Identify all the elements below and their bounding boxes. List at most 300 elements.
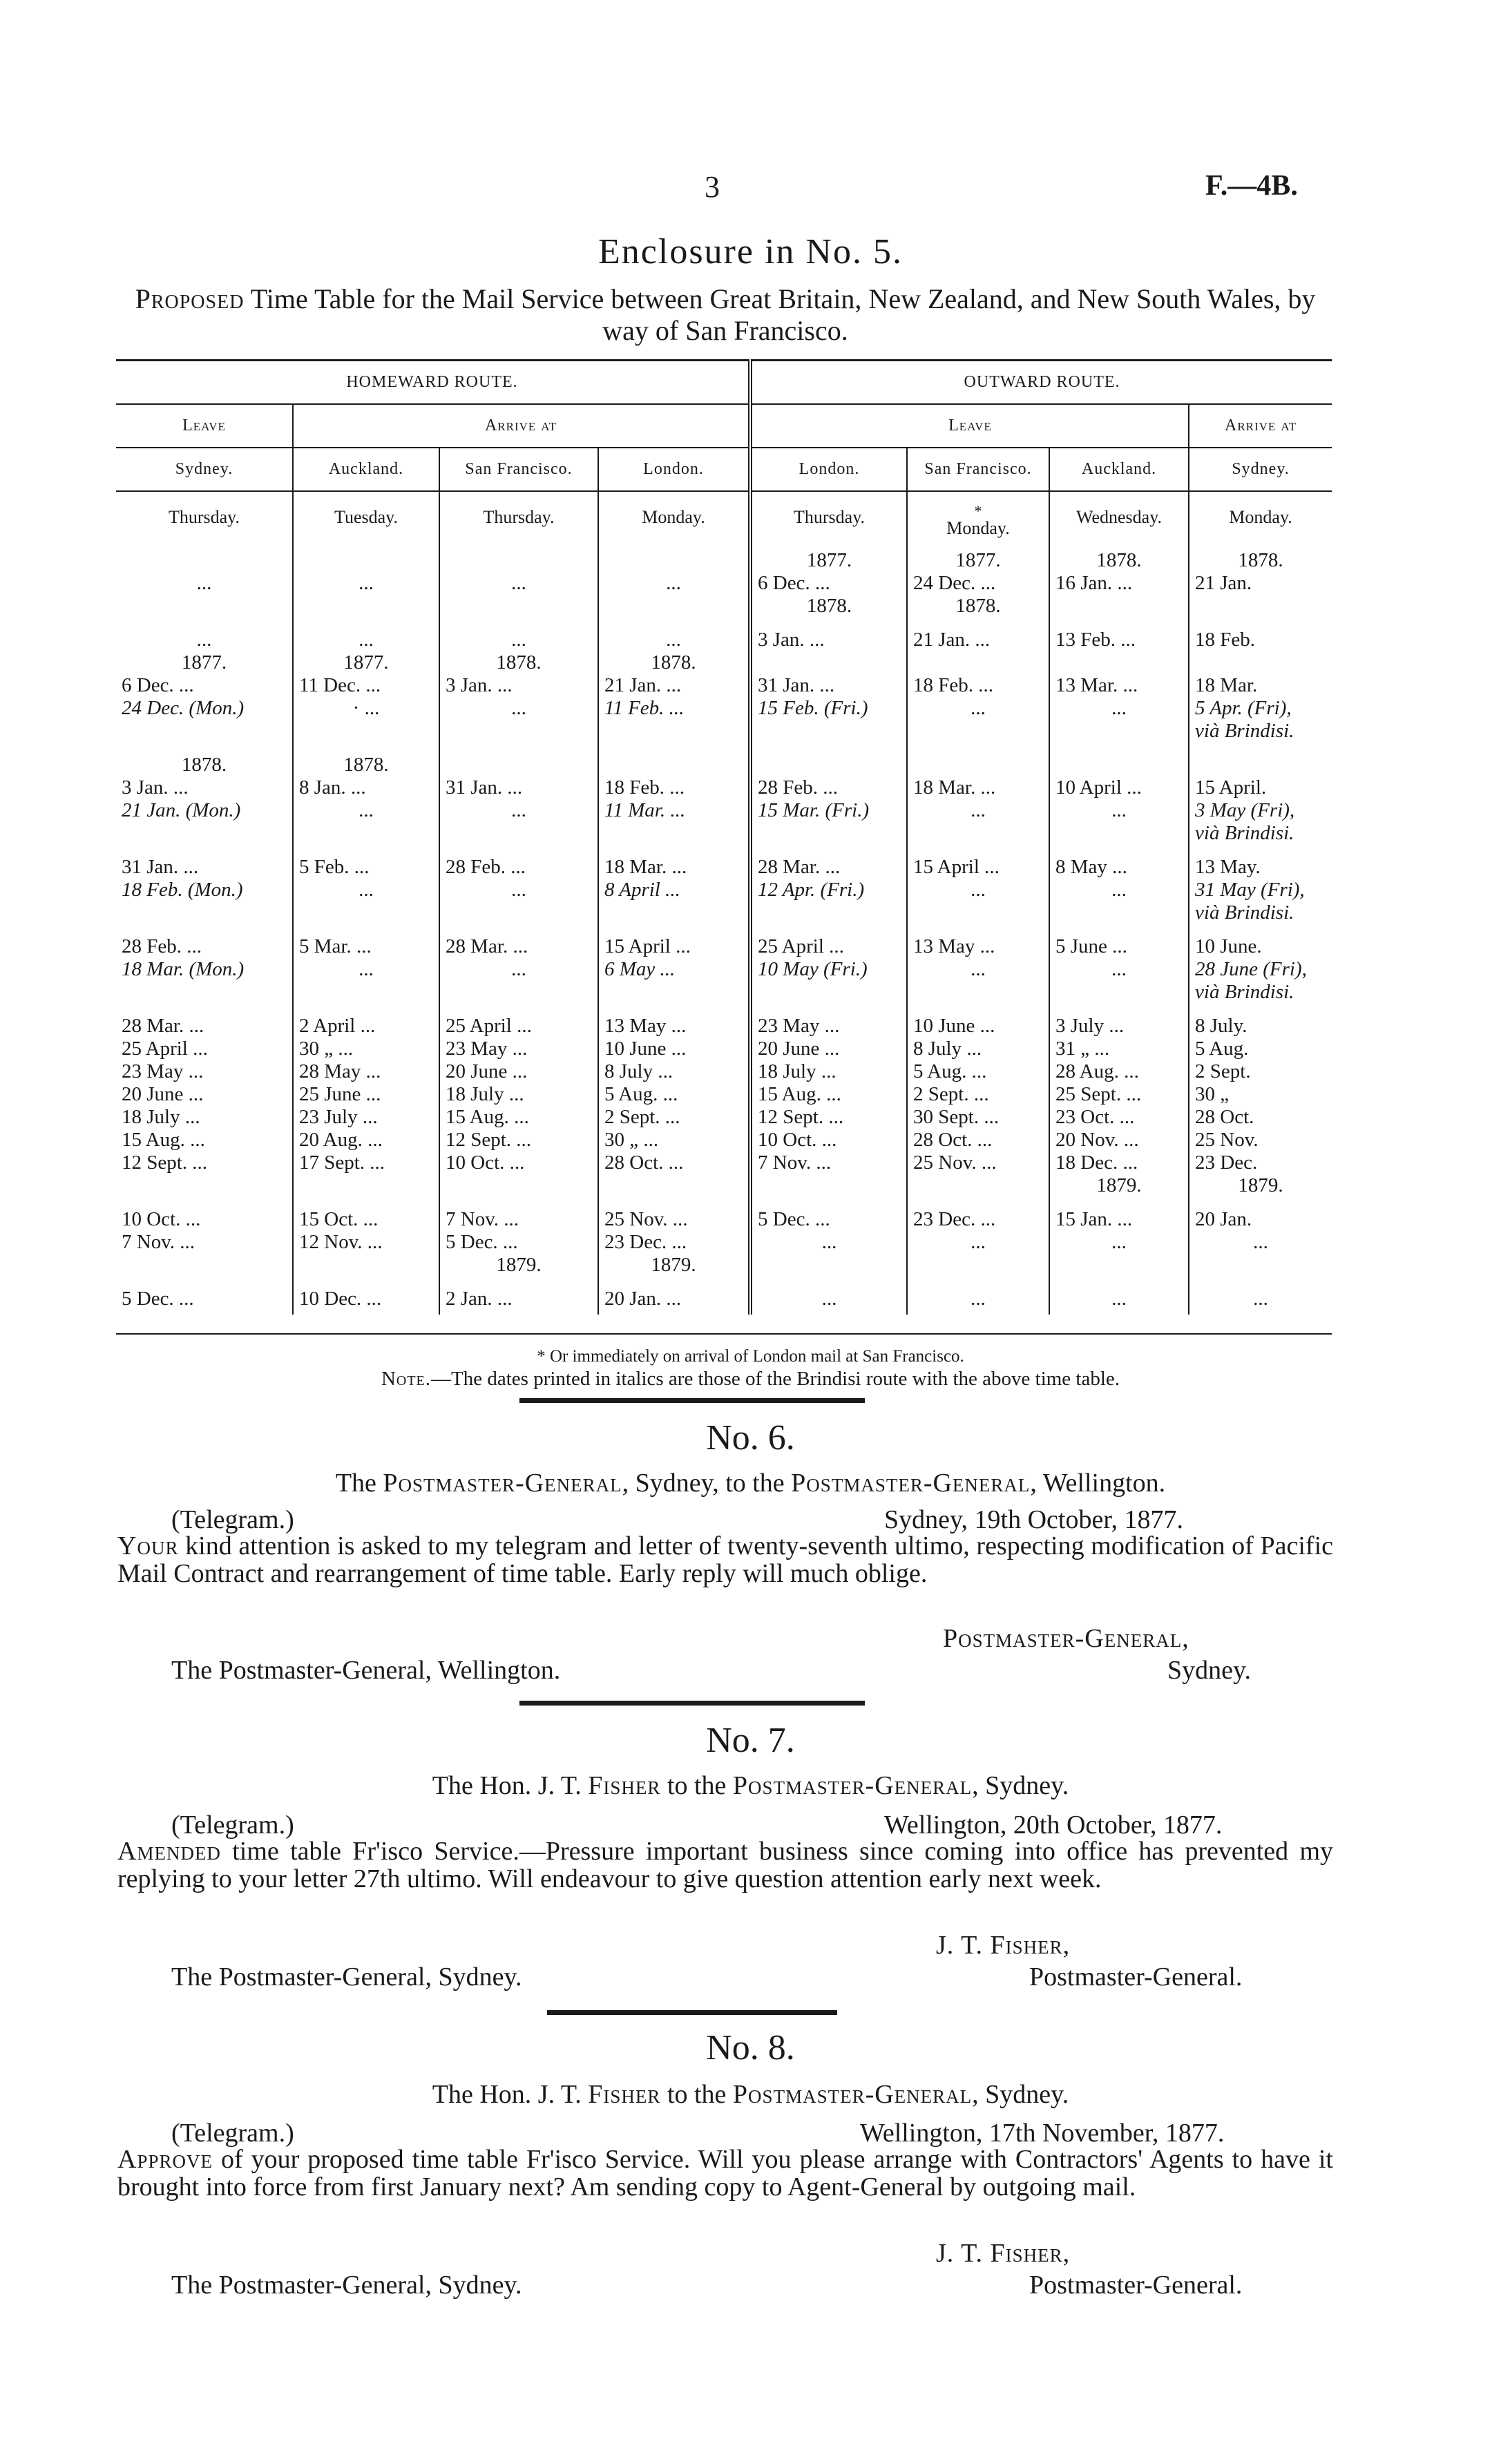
place-header-7: Sydney. [1189, 448, 1332, 491]
cell-line: 8 May ... [1055, 856, 1127, 878]
cell-line: 1878. [343, 754, 389, 776]
timetable-cell [439, 747, 598, 849]
no8-addressee: The Postmaster-General, Sydney. [171, 2271, 522, 2300]
cell-line [758, 754, 901, 776]
cell-line: 25 Nov. [1195, 1129, 1259, 1151]
cell-line: 21 Jan. ... [604, 674, 682, 696]
cell-line: 2 Sept. ... [913, 1083, 989, 1105]
no7-sub-to: Postmaster-General [732, 1771, 973, 1800]
caption-lead: Proposed [135, 283, 245, 314]
cell-line: ... [358, 629, 374, 651]
cell-line: ... [196, 629, 212, 651]
no7-subheading [0, 1770, 1501, 1801]
timetable-cell [116, 1201, 293, 1281]
cell-line: ... [1253, 1231, 1268, 1253]
no8-sub-mid: to the [660, 2080, 733, 2109]
place-header-4: London. [750, 448, 907, 491]
cell-line [446, 549, 592, 572]
no8-body-lead: Approve [117, 2145, 213, 2174]
cell-line: 10 Dec. ... [299, 1288, 382, 1310]
cell-line: 1878. [181, 754, 227, 776]
cell-line: 20 June ... [122, 1083, 204, 1105]
no7-sub-from: Fisher [588, 1771, 661, 1800]
cell-line: 15 Aug. ... [446, 1106, 529, 1128]
cell-line: 3 Jan. ... [758, 629, 825, 651]
cell-line: ... [511, 572, 526, 594]
place-header-2: San Francisco. [439, 448, 598, 491]
timetable-caption [117, 283, 1333, 347]
timetable [116, 359, 1332, 1315]
cell-line: ... [358, 572, 374, 594]
timetable-cell [907, 1281, 1049, 1315]
cell-line: vià Brindisi. [1195, 822, 1294, 844]
day-label: Monday. [1229, 507, 1292, 527]
cell-line: ... [971, 697, 986, 719]
cell-line: 5 Dec. ... [122, 1288, 194, 1310]
timetable-cell [907, 1008, 1049, 1201]
cell-line: ... [821, 1231, 837, 1253]
cell-line: 5 Aug. ... [604, 1083, 678, 1105]
cell-line: 13 May ... [604, 1015, 687, 1037]
timetable-cell [439, 849, 598, 928]
timetable-cell [293, 849, 439, 928]
cell-line: 28 Feb. ... [446, 856, 526, 878]
no7-body [117, 1837, 1333, 1893]
cell-line: ... [1111, 879, 1127, 901]
no6-body [117, 1532, 1333, 1587]
cell-line: 23 Dec. [1195, 1152, 1258, 1174]
cell-line: 1878. [1238, 549, 1283, 571]
timetable-row [116, 1281, 1332, 1315]
cell-line: 31 Jan. ... [446, 776, 523, 799]
cell-line: ... [1111, 1231, 1127, 1253]
timetable-row [116, 1201, 1332, 1281]
timetable-cell [293, 1201, 439, 1281]
no6-place-date: Sydney, 19th October, 1877. [884, 1505, 1183, 1534]
cell-line: 2 April ... [299, 1015, 376, 1037]
cell-line: 3 Jan. ... [446, 674, 513, 696]
timetable-cell [439, 1201, 598, 1281]
timetable-cell [1189, 622, 1332, 747]
cell-line: 3 July ... [1055, 1015, 1125, 1037]
cell-line: 18 Dec. ... [1055, 1152, 1138, 1174]
cell-line: 28 Aug. ... [1055, 1060, 1139, 1082]
no8-sub-pre: The Hon. J. T. [432, 2080, 589, 2109]
cell-line: vià Brindisi. [1195, 720, 1294, 742]
cell-line: 31 Jan. ... [122, 856, 199, 878]
cell-line: ... [358, 879, 374, 901]
cell-line [1055, 651, 1183, 674]
homeward-route-header: HOMEWARD ROUTE. [116, 361, 750, 405]
cell-line: 11 Feb. ... [604, 697, 685, 719]
timetable-cell [1049, 747, 1189, 849]
cell-line: ... [1111, 1288, 1127, 1310]
cell-line [446, 754, 592, 776]
timetable-cell [1049, 849, 1189, 928]
no8-body-text: of your proposed time table Fr'isco Service. Will you please arrange with Contractors' Agents to have it brought into force from first January next? Am sending copy to Agent-General by outgoing mail. [117, 2145, 1333, 2202]
cell-line: 25 June ... [299, 1083, 381, 1105]
timetable-cell [116, 1281, 293, 1315]
cell-line [604, 549, 743, 572]
no6-subheading [0, 1468, 1501, 1498]
homeward-arrive-header: Arrive at [293, 404, 750, 448]
timetable-cell [907, 542, 1049, 622]
day-header-2 [439, 491, 598, 542]
timetable-cell [598, 849, 750, 928]
cell-line: 28 Feb. ... [122, 935, 202, 957]
timetable-cell [1049, 1201, 1189, 1281]
timetable-cell [1189, 849, 1332, 928]
cell-line [913, 754, 1043, 776]
cell-line: 23 May ... [758, 1015, 840, 1037]
timetable-row [116, 849, 1332, 928]
timetable-cell [1189, 542, 1332, 622]
cell-line: 21 Jan. (Mon.) [122, 799, 241, 821]
cell-line: 18 Mar. ... [604, 856, 687, 878]
no8-body [117, 2146, 1333, 2201]
cell-line: 31 Jan. ... [758, 674, 835, 696]
cell-line: 18 Feb. [1195, 629, 1256, 651]
cell-line: 20 Jan. [1195, 1208, 1252, 1230]
cell-line: 15 Aug. ... [758, 1083, 841, 1105]
timetable-cell [439, 542, 598, 622]
cell-line: 15 April. [1195, 776, 1267, 799]
cell-line: 1877. [955, 549, 1001, 571]
cell-line: vià Brindisi. [1195, 901, 1294, 924]
cell-line: 28 Oct. [1195, 1106, 1254, 1128]
cell-line: 28 Oct. ... [913, 1129, 993, 1151]
cell-line: ... [971, 958, 986, 980]
cell-line: 12 Sept. ... [758, 1106, 844, 1128]
timetable-cell [439, 622, 598, 747]
cell-line: 1877. [343, 651, 389, 674]
timetable-cell [598, 542, 750, 622]
timetable-cell [116, 928, 293, 1008]
no7-body-lead: Amended [117, 1837, 221, 1866]
no8-signature-title: Postmaster-General. [1029, 2271, 1243, 2300]
cell-line: 17 Sept. ... [299, 1152, 385, 1174]
outward-arrive-header: Arrive at [1189, 404, 1332, 448]
day-header-6 [1049, 491, 1189, 542]
no6-body-lead: Your [117, 1531, 179, 1560]
cell-line: 5 Dec. ... [758, 1208, 830, 1230]
cell-line: 11 Mar. ... [604, 799, 686, 821]
timetable-cell [907, 928, 1049, 1008]
section-divider-7 [519, 1701, 865, 1706]
timetable-cell [598, 747, 750, 849]
timetable-cell [116, 1008, 293, 1201]
timetable-cell [598, 1008, 750, 1201]
cell-line: · ... [352, 697, 380, 719]
cell-line: 8 July ... [913, 1038, 982, 1060]
cell-line: 2 Jan. ... [446, 1288, 513, 1310]
cell-line: 18 Mar. (Mon.) [122, 958, 245, 980]
cell-line: 15 April ... [913, 856, 1000, 878]
cell-line: 28 Oct. ... [604, 1152, 684, 1174]
document-reference: F.—4B. [1205, 170, 1298, 202]
timetable-cell [293, 1281, 439, 1315]
no6-addressee: The Postmaster-General, Wellington. [171, 1656, 561, 1685]
no7-body-text: time table Fr'isco Service.—Pressure important business since coming into office has prevented my replying to your letter 27th ultimo. Will endeavour to give question attention early next week. [117, 1837, 1333, 1893]
cell-line: 15 April ... [604, 935, 691, 957]
cell-line: ... [511, 879, 526, 901]
cell-line: 1878. [651, 651, 696, 674]
place-header-0: Sydney. [116, 448, 293, 491]
cell-line: 10 June ... [604, 1038, 687, 1060]
timetable-cell [907, 849, 1049, 928]
cell-line: 8 April ... [604, 879, 680, 901]
cell-line: 1878. [955, 595, 1001, 617]
cell-line: ... [1111, 958, 1127, 980]
caption-text: Time Table for the Mail Service between Great Britain, New Zealand, and New South Wales, by way of San Francisco. [244, 283, 1316, 346]
timetable-cell [439, 1008, 598, 1201]
timetable-row [116, 1008, 1332, 1201]
cell-line: 3 Jan. ... [122, 776, 189, 799]
day-label: Monday. [642, 507, 705, 527]
outward-leave-header: Leave [750, 404, 1189, 448]
cell-line: 2 Sept. [1195, 1060, 1251, 1082]
day-label: Thursday. [794, 507, 866, 527]
cell-line: ... [511, 799, 526, 821]
footnote: * Or immediately on arrival of London mail at San Francisco. [537, 1347, 964, 1366]
cell-line: 5 Aug. ... [913, 1060, 987, 1082]
cell-line: 20 June ... [758, 1038, 840, 1060]
cell-line: 25 April ... [758, 935, 844, 957]
cell-line: 30 „ ... [604, 1129, 659, 1151]
cell-line: ... [971, 879, 986, 901]
cell-line: 13 Feb. ... [1055, 629, 1136, 651]
timetable-cell [1049, 1008, 1189, 1201]
cell-line: 30 Sept. ... [913, 1106, 1000, 1128]
no6-sub-post: , Wellington. [1030, 1469, 1166, 1498]
cell-line: vià Brindisi. [1195, 981, 1294, 1003]
cell-line: 25 Sept. ... [1055, 1083, 1142, 1105]
cell-line: 5 Mar. ... [299, 935, 372, 957]
place-header-3: London. [598, 448, 750, 491]
cell-line: 5 Dec. ... [446, 1231, 518, 1253]
cell-line: 18 Mar. [1195, 674, 1258, 696]
cell-line: 18 Feb. ... [913, 674, 994, 696]
timetable-cell [907, 1201, 1049, 1281]
cell-line: 13 May ... [913, 935, 995, 957]
cell-line: ... [511, 958, 526, 980]
cell-line: 20 Nov. ... [1055, 1129, 1139, 1151]
timetable-cell [1049, 1281, 1189, 1315]
cell-line: 7 Nov. ... [758, 1152, 832, 1174]
cell-line [1055, 754, 1183, 776]
timetable-cell [439, 928, 598, 1008]
cell-line: 18 Feb. ... [604, 776, 685, 799]
cell-line: ... [971, 799, 986, 821]
timetable-cell [1049, 542, 1189, 622]
cell-line: 23 Oct. ... [1055, 1106, 1135, 1128]
cell-line: 11 Dec. ... [299, 674, 381, 696]
timetable-cell [1189, 1008, 1332, 1201]
no6-sub-to: Postmaster-General [791, 1469, 1031, 1498]
no8-signature: J. T. Fisher, [936, 2239, 1071, 2268]
timetable-cell [116, 622, 293, 747]
cell-line: 21 Jan. ... [913, 629, 991, 651]
place-header-1: Auckland. [293, 448, 439, 491]
cell-line: 18 Mar. ... [913, 776, 996, 799]
cell-line: 10 May (Fri.) [758, 958, 868, 980]
cell-line: 31 May (Fri), [1195, 879, 1305, 901]
cell-line: 20 Jan. ... [604, 1288, 682, 1310]
cell-line: 13 Mar. ... [1055, 674, 1138, 696]
no6-sub-from: Postmaster-General [383, 1469, 622, 1498]
no8-place-date: Wellington, 17th November, 1877. [860, 2119, 1225, 2148]
cell-line: 15 Feb. (Fri.) [758, 697, 868, 719]
cell-line: 18 July ... [122, 1106, 200, 1128]
timetable-cell [907, 747, 1049, 849]
table-bottom-rule [116, 1333, 1332, 1335]
cell-line: 5 Aug. [1195, 1038, 1249, 1060]
cell-line: 5 June ... [1055, 935, 1127, 957]
cell-line: 1878. [496, 651, 542, 674]
cell-line: 31 „ ... [1055, 1038, 1110, 1060]
timetable-cell [1049, 928, 1189, 1008]
cell-line: ... [1111, 799, 1127, 821]
cell-line: 18 July ... [446, 1083, 524, 1105]
cell-line: 18 Feb. (Mon.) [122, 879, 243, 901]
cell-line: 1877. [806, 549, 852, 571]
cell-line: 1878. [1096, 549, 1142, 571]
cell-line: 30 „ [1195, 1083, 1230, 1105]
no7-signature-title: Postmaster-General. [1029, 1962, 1243, 1992]
no7-sub-post: , Sydney. [972, 1771, 1069, 1800]
cell-line: 25 Nov. ... [604, 1208, 688, 1230]
cell-line: 25 April ... [446, 1015, 532, 1037]
cell-line: 21 Jan. [1195, 572, 1252, 594]
timetable-cell [598, 1201, 750, 1281]
no7-sub-mid: to the [660, 1771, 733, 1800]
cell-line: 10 June. [1195, 935, 1262, 957]
day-header-3 [598, 491, 750, 542]
timetable-cell [598, 622, 750, 747]
cell-line [758, 651, 901, 674]
note-lead: Note. [381, 1368, 432, 1390]
timetable-cell [293, 928, 439, 1008]
timetable-cell [1049, 622, 1189, 747]
no8-subheading [0, 2079, 1501, 2110]
cell-line [299, 549, 433, 572]
cell-line: 23 July ... [299, 1106, 378, 1128]
cell-line: 23 May ... [446, 1038, 528, 1060]
cell-line: 18 July ... [758, 1060, 836, 1082]
timetable-row [116, 542, 1332, 622]
cell-line: 15 Aug. ... [122, 1129, 205, 1151]
cell-line: 30 „ ... [299, 1038, 354, 1060]
day-label: Wednesday. [1076, 507, 1163, 527]
no7-heading: No. 7. [706, 1721, 795, 1760]
cell-line: ... [666, 629, 681, 651]
cell-line: 1879. [1096, 1174, 1142, 1196]
no7-signature: J. T. Fisher, [936, 1931, 1071, 1960]
cell-line: 28 May ... [299, 1060, 381, 1082]
no6-sub-pre: The [335, 1469, 383, 1498]
timetable-cell [116, 849, 293, 928]
timetable-cell [750, 1008, 907, 1201]
no8-heading: No. 8. [706, 2028, 795, 2067]
homeward-leave-header: Leave [116, 404, 293, 448]
cell-line [604, 754, 743, 776]
day-label: Thursday. [483, 507, 555, 527]
timetable-cell [439, 1281, 598, 1315]
note-text: —The dates printed in italics are those of the Brindisi route with the above time table. [431, 1368, 1120, 1390]
timetable-cell [293, 622, 439, 747]
cell-line: 10 Oct. ... [446, 1152, 525, 1174]
timetable-cell [750, 849, 907, 928]
day-header-7 [1189, 491, 1332, 542]
section-divider-8 [547, 2010, 837, 2015]
cell-line: 15 Mar. (Fri.) [758, 799, 870, 821]
timetable-cell [750, 1281, 907, 1315]
no8-sub-from: Fisher [588, 2080, 661, 2109]
asterisk-mark: * [974, 502, 982, 519]
cell-line [122, 549, 287, 572]
page-number: 3 [705, 170, 720, 204]
section-divider-6 [519, 1398, 865, 1403]
cell-line: ... [971, 1231, 986, 1253]
no7-addressee: The Postmaster-General, Sydney. [171, 1962, 522, 1992]
no6-body-text: kind attention is asked to my telegram and letter of twenty-seventh ultimo, respecting modification of Pacific Mail Contract and rearrangement of time table. Early reply will much oblige. [117, 1531, 1333, 1588]
cell-line: 8 July ... [604, 1060, 673, 1082]
cell-line: 23 May ... [122, 1060, 204, 1082]
cell-line: ... [821, 1288, 837, 1310]
cell-line: 24 Dec. ... [913, 572, 996, 594]
no7-sub-pre: The Hon. J. T. [432, 1771, 589, 1800]
no8-sub-post: , Sydney. [972, 2080, 1069, 2109]
timetable-cell [293, 747, 439, 849]
no6-sub-mid: , Sydney, to the [622, 1469, 792, 1498]
cell-line: 7 Nov. ... [122, 1231, 195, 1253]
cell-line: 16 Jan. ... [1055, 572, 1133, 594]
no7-place-date: Wellington, 20th October, 1877. [884, 1811, 1223, 1840]
cell-line: 15 Jan. ... [1055, 1208, 1133, 1230]
cell-line: 12 Sept. ... [446, 1129, 532, 1151]
cell-line [913, 651, 1043, 674]
day-header-4 [750, 491, 907, 542]
cell-line: 1878. [806, 595, 852, 617]
cell-line: 5 Feb. ... [299, 856, 370, 878]
no7-telegram-label: (Telegram.) [171, 1811, 294, 1840]
day-label: Thursday. [168, 507, 240, 527]
cell-line: 10 Oct. ... [122, 1208, 201, 1230]
cell-line: ... [1253, 1288, 1268, 1310]
timetable-cell [750, 542, 907, 622]
cell-line: 12 Apr. (Fri.) [758, 879, 865, 901]
cell-line: 1879. [1238, 1174, 1283, 1196]
cell-line [1195, 754, 1326, 776]
cell-line: 5 Apr. (Fri), [1195, 697, 1292, 719]
cell-line: 10 June ... [913, 1015, 995, 1037]
timetable-cell [750, 622, 907, 747]
cell-line: ... [358, 799, 374, 821]
timetable-cell [750, 928, 907, 1008]
cell-line: 25 April ... [122, 1038, 208, 1060]
cell-line: 28 Mar. ... [758, 856, 841, 878]
timetable-cell [293, 542, 439, 622]
cell-line: 8 July. [1195, 1015, 1247, 1037]
cell-line: 20 June ... [446, 1060, 528, 1082]
timetable-cell [293, 1008, 439, 1201]
outward-route-header: OUTWARD ROUTE. [750, 361, 1332, 405]
cell-line: 6 Dec. ... [758, 572, 830, 594]
cell-line: 10 April ... [1055, 776, 1142, 799]
timetable-cell [1189, 1201, 1332, 1281]
no6-telegram-label: (Telegram.) [171, 1505, 294, 1534]
cell-line: 12 Nov. ... [299, 1231, 383, 1253]
